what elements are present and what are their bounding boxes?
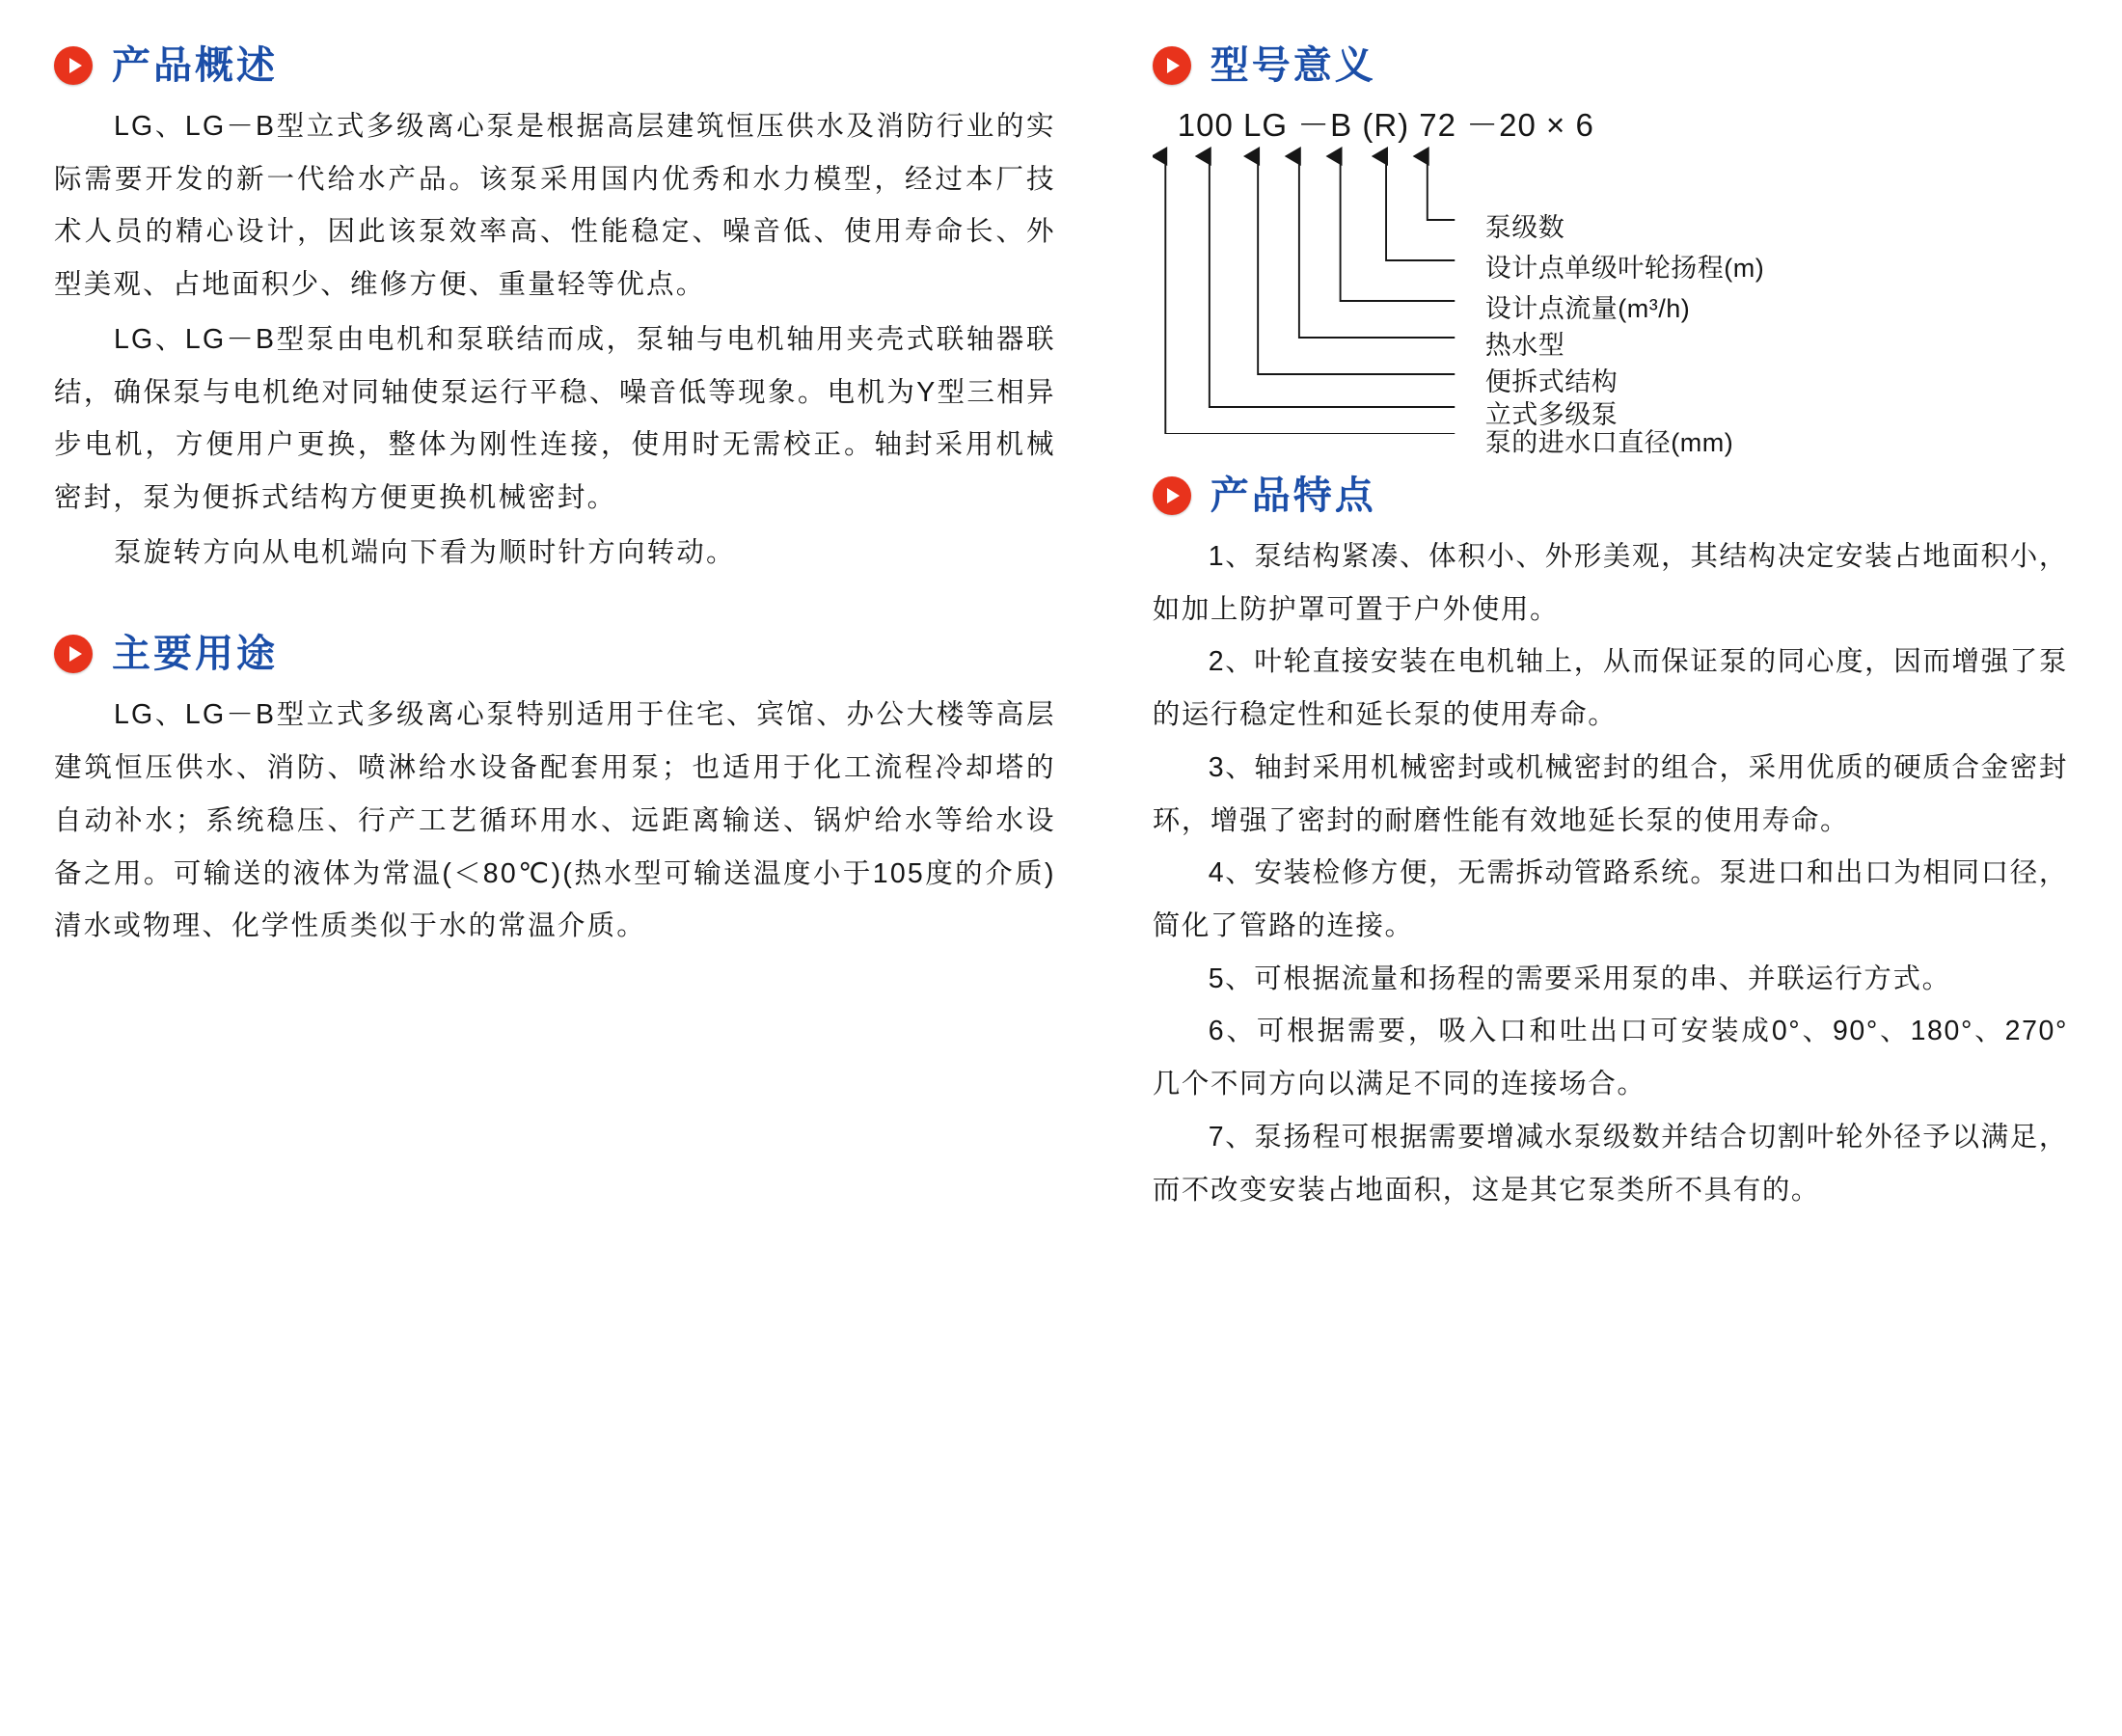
section-title-features: 产品特点 [1210, 475, 1376, 517]
feature-item-5: 5、可根据流量和扬程的需要采用泵的串、并联运行方式。 [1208, 963, 1951, 994]
section-heading-overview [54, 46, 1056, 85]
feature-item-6: 6、可根据需要，吸入口和吐出口可安装成0°、90°、180°、270° 几个不同方向以满足不同的连接场合。 [1152, 1016, 2068, 1100]
left-column [54, 46, 1095, 1697]
play-triangle-icon [1153, 46, 1191, 85]
usage-paragraph-1: LG、LG－B型立式多级离心泵特别适用于住宅、宾馆、办公大楼等高层建筑恒压供水、消防、喷淋给水设备配套用泵；也适用于化工流程冷却塔的自动补水；系统稳压、行产工艺循环用水、远距离输送、锅炉给水等给水设备之用。可输送的液体为常温(＜80℃)(热水型可输送温度小于105度的介质)清水或物理、化学性质类似于水的常温介质。 [54, 699, 1056, 942]
section-title-model: 型号意义 [1210, 44, 1376, 87]
feature-item-3: 3、轴封采用机械密封或机械密封的组合，采用优质的硬质合金密封环，增强了密封的耐磨性能有效地延长泵的使用寿命。 [1152, 751, 2068, 836]
model-leader-lines [1153, 145, 2068, 434]
model-designation-diagram [1153, 100, 2068, 457]
right-column [1095, 46, 2068, 1697]
section-heading-usage [54, 633, 1056, 676]
legend-item-2: 设计点单级叶轮扬程(m) [1484, 254, 1765, 283]
overview-paragraph-1: LG、LG－B型立式多级离心泵是根据高层建筑恒压供水及消防行业的实际需要开发的新一代给水产品。该泵采用国内优秀和水力模型，经过本厂技术人员的精心设计，因此该泵效率高、性能稳定、噪音低、使用寿命长、外型美观、占地面积少、维修方便、重量轻等优点。 [54, 111, 1056, 301]
play-triangle-icon [54, 635, 93, 673]
play-triangle-icon [54, 46, 93, 85]
legend-item-4: 热水型 [1484, 331, 1565, 360]
section-heading-features [1153, 476, 2068, 515]
feature-item-7: 7、泵扬程可根据需要增减水泵级数并结合切割叶轮外径予以满足，而不改变安装占地面积，这是其它泵类所不具有的。 [1152, 1121, 2068, 1206]
section-spacer [54, 581, 1056, 635]
model-code-text: 100 LG －B (R) 72 －20 × 6 [1177, 107, 1594, 143]
section-title-usage: 主要用途 [112, 633, 278, 676]
section-heading-model [1153, 46, 2068, 85]
legend-item-3: 设计点流量(m³/h) [1484, 294, 1691, 323]
legend-item-6: 立式多级泵 [1484, 400, 1619, 429]
legend-item-1: 泵级数 [1484, 213, 1565, 242]
overview-paragraph-3: 泵旋转方向从电机端向下看为顺时针方向转动。 [114, 536, 736, 568]
section-spacer [1153, 448, 2068, 476]
legend-item-7: 泵的进水口直径(mm) [1484, 428, 1734, 457]
section-title-overview: 产品概述 [112, 44, 278, 87]
legend-item-5: 便拆式结构 [1484, 367, 1619, 396]
feature-item-4: 4、安装检修方便，无需拆动管路系统。泵进口和出口为相同口径，简化了管路的连接。 [1152, 857, 2068, 942]
play-triangle-icon [1153, 476, 1191, 515]
feature-item-1: 1、泵结构紧凑、体积小、外形美观，其结构决定安装占地面积小，如加上防护罩可置于户外使用。 [1152, 541, 2068, 625]
overview-paragraph-2: LG、LG－B型泵由电机和泵联结而成，泵轴与电机轴用夹壳式联轴器联结，确保泵与电机绝对同轴使泵运行平稳、噪音低等现象。电机为Y型三相异步电机，方便用户更换，整体为刚性连接，使用时无需校正。轴封采用机械密封，泵为便拆式结构方便更换机械密封。 [54, 323, 1056, 514]
feature-item-2: 2、叶轮直接安装在电机轴上，从而保证泵的同心度，因而增强了泵的运行稳定性和延长泵的使用寿命。 [1152, 646, 2068, 731]
